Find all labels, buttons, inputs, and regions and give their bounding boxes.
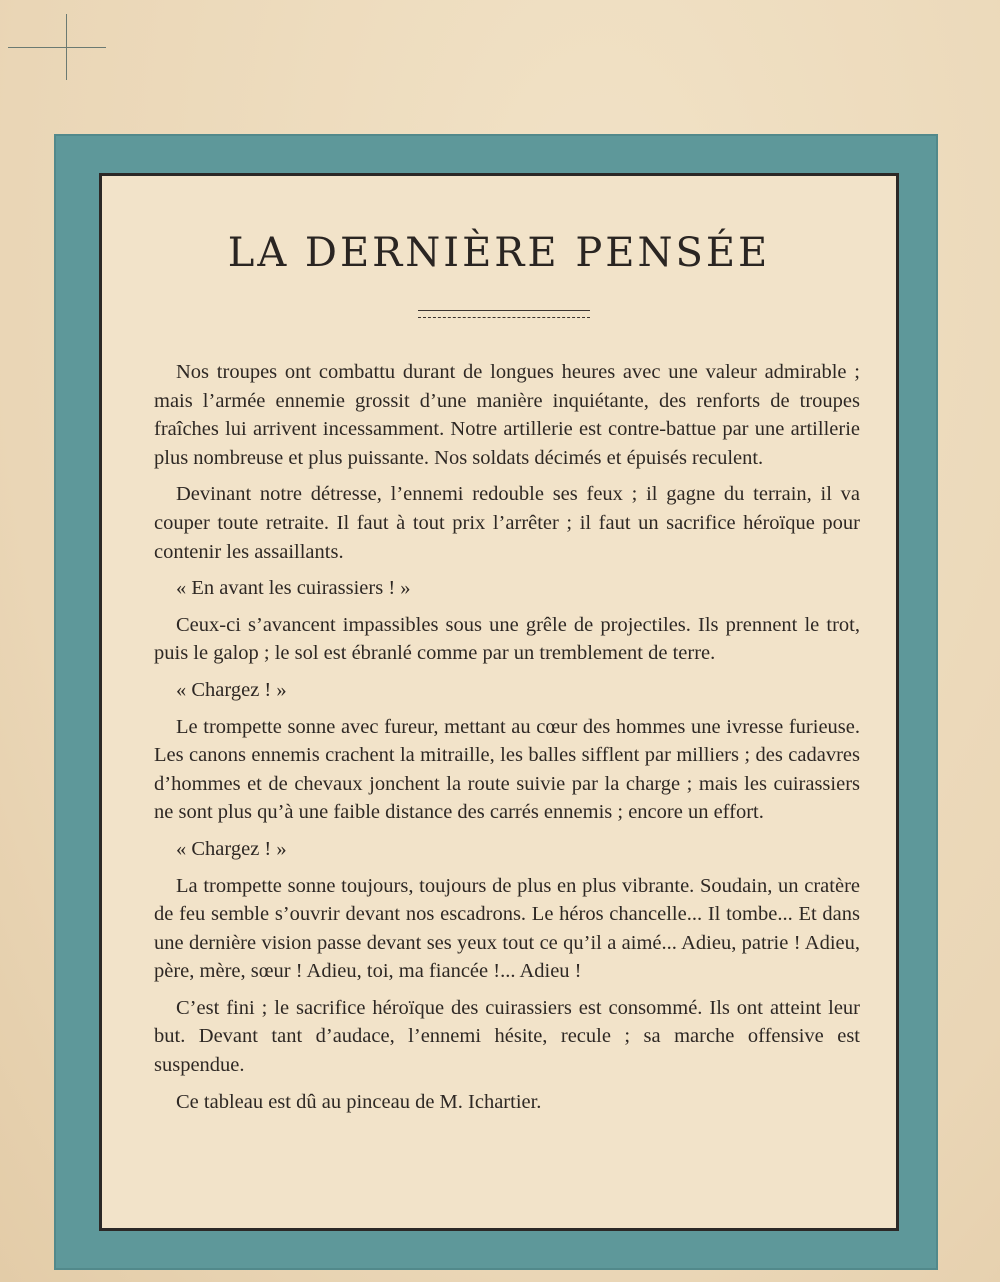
page-title: LA DERNIÈRE PENSÉE — [227, 230, 771, 276]
paragraph-credit: Ce tableau est dû au pinceau de M. Ichartier. — [176, 1090, 542, 1113]
title-ornament-rule — [418, 310, 590, 318]
paragraph-exclamation: « Chargez ! » — [176, 837, 287, 860]
paragraph: Ceux-ci s’avancent impassibles sous une grêle de projectiles. Ils prennent le trot, puis le galop ; le sol est ébranlé comme par un tremblement de terre. — [154, 613, 860, 665]
paragraph: Le trompette sonne avec fureur, mettant au cœur des hommes une ivresse furieuse. Les canons ennemis crachent la mitraille, les balles sifflent par milliers ; des cadavres d’hommes et de chevaux jonchent la route suivie par la charge ; mais les cuirassiers ne sont plus qu’à une faible distance des carrés ennemis ; encore un effort. — [154, 715, 860, 824]
crop-mark-horizontal — [8, 47, 106, 48]
paragraph: La trompette sonne toujours, toujours de plus en plus vibrante. Soudain, un cratère de feu semble s’ouvrir devant nos escadrons. Le héros chancelle... Il tombe... Et dans une dernière vision passe devant ses yeux tout ce qu’il a aimé... Adieu, patrie ! Adieu, père, mère, sœur ! Adieu, toi, ma fiancée !... Adieu ! — [154, 874, 860, 983]
paragraph: Devinant notre détresse, l’ennemi redouble ses feux ; il gagne du terrain, il va couper toute retraite. Il faut à tout prix l’arrêter ; il faut un sacrifice héroïque pour contenir les assaillants. — [154, 483, 860, 563]
paragraph-exclamation: « Chargez ! » — [176, 678, 287, 701]
body-text — [154, 358, 860, 1124]
crop-mark-vertical — [66, 14, 67, 80]
paragraph: C’est fini ; le sacrifice héroïque des cuirassiers est consommé. Ils ont atteint leur but. Devant tant d’audace, l’ennemi hésite, recule ; sa marche offensive est suspendue. — [154, 996, 860, 1077]
paragraph: Nos troupes ont combattu durant de longues heures avec une valeur admirable ; mais l’armée ennemie grossit d’une manière inquiétante, des renforts de troupes fraîches lui arrivent incessamment. Notre artillerie est contre-battue par une artillerie plus nombreuse et plus puissante. Nos soldats décimés et épuisés reculent. — [154, 361, 860, 469]
paragraph-exclamation: « En avant les cuirassiers ! » — [176, 577, 411, 600]
text-panel — [99, 173, 899, 1231]
